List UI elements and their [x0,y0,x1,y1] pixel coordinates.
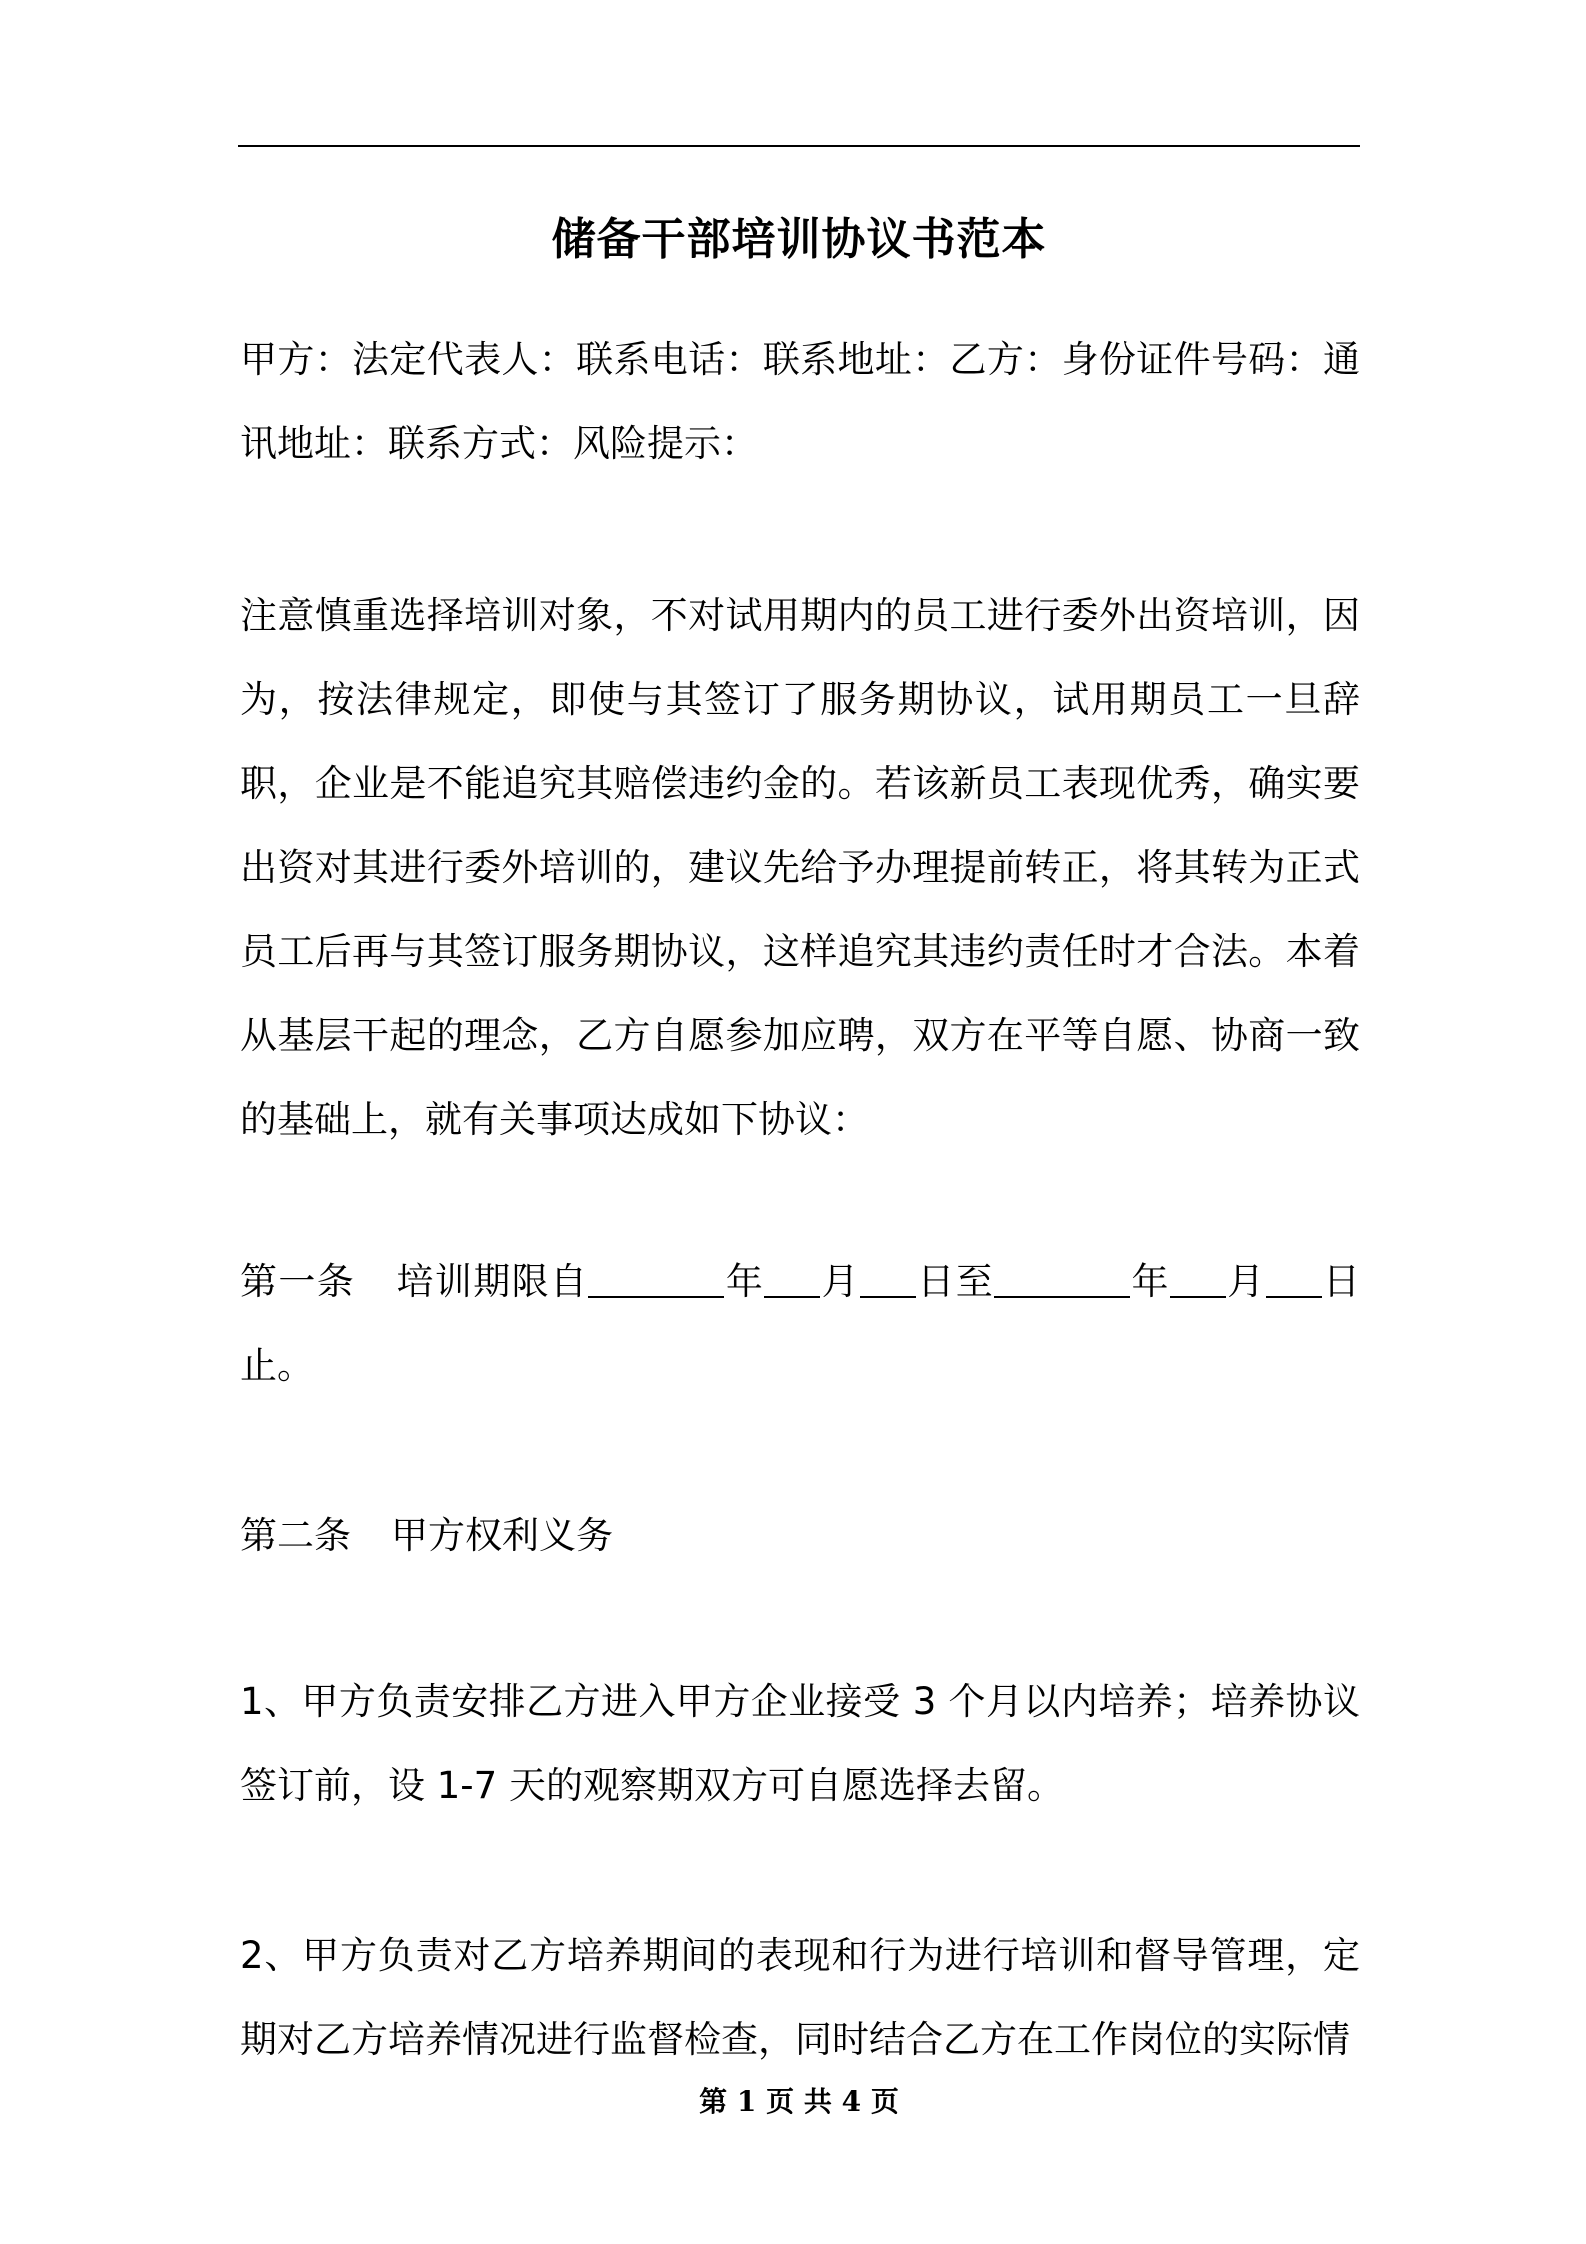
start-month-blank [764,1262,820,1298]
header-rule [238,145,1360,147]
article-2-text: 甲方权利义务 [391,1514,613,1557]
page-footer: 第 1 页 共 4 页 [699,2085,899,2118]
month-label-2: 月 [1225,1260,1266,1303]
day-to-label: 日至 [915,1260,995,1303]
item-2-paragraph: 2、甲方负责对乙方培养期间的表现和行为进行培训和督导管理，定期对乙方培养情况进行监督检查，同时结合乙方在工作岗位的实际情 [240,1934,1360,2061]
parties-paragraph: 甲方：法定代表人：联系电话：联系地址：乙方：身份证件号码：通讯地址：联系方式：风险提示： [240,338,1360,465]
risk-note-paragraph: 注意慎重选择培训对象，不对试用期内的员工进行委外出资培训，因为，按法律规定，即使与其签订了服务期协议，试用期员工一旦辞职，企业是不能追究其赔偿违约金的。若该新员工表现优秀，确实要出资对其进行委外培训的，建议先给予办理提前转正，将其转为正式员工后再与其签订服务期协议，这样追究其违约责任时才合法。本着从基层干起的理念，乙方自愿参加应聘，双方在平等自愿、协商一致的基础上，就有关事项达成如下协议： [240,594,1360,1141]
start-year-blank [588,1262,724,1298]
end-year-blank [994,1262,1130,1298]
article-1-paragraph [240,1240,1360,1408]
article-2-heading: 第二条 [240,1514,351,1557]
article-1-text: 培训期限自 [395,1260,589,1303]
start-day-blank [860,1262,916,1298]
document-title: 储备干部培训协议书范本 [551,214,1047,265]
article-1-heading: 第一条 [240,1260,356,1303]
year-label-2: 年 [1130,1260,1170,1303]
year-label: 年 [724,1260,765,1303]
item-1-paragraph: 1、甲方负责安排乙方进入甲方企业接受 3 个月以内培养；培养协议签订前，设 1-7 天的观察期双方可自愿选择去留。 [240,1680,1360,1807]
article-2-paragraph [240,1494,1360,1578]
end-month-blank [1170,1262,1226,1298]
month-label: 月 [820,1260,860,1303]
day-end-label: 日止。 [240,1260,1361,1387]
end-day-blank [1266,1262,1322,1298]
